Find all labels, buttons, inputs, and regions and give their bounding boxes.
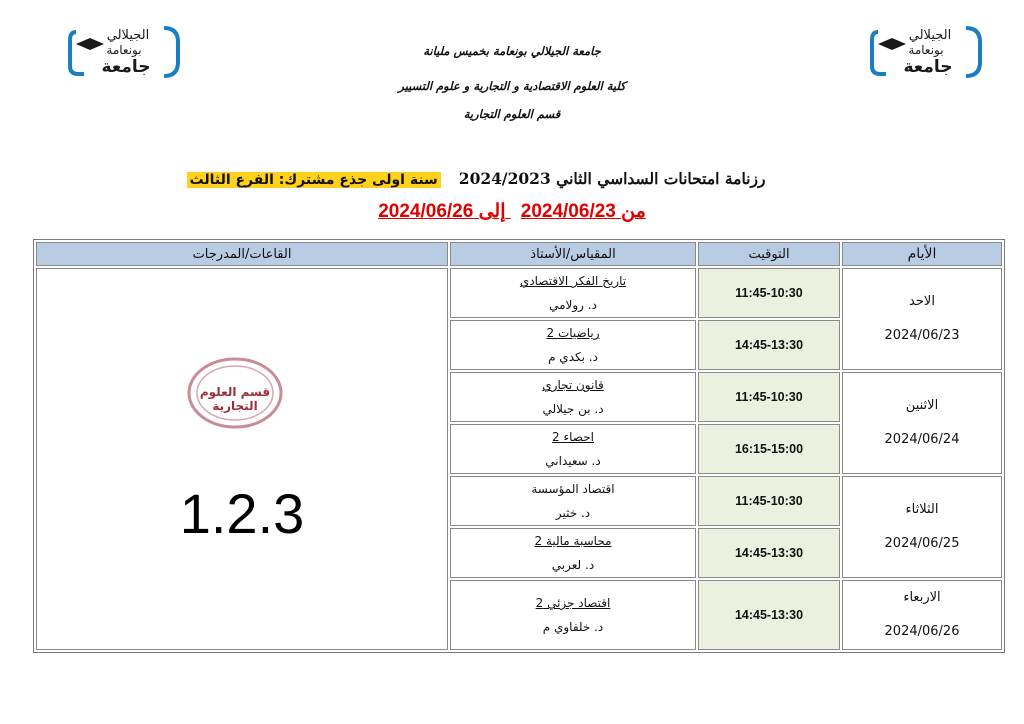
logo-text-line1: الجيلالي [908, 28, 952, 43]
university-logo-right [868, 22, 986, 80]
subject-cell [450, 372, 696, 422]
stamp-text: قسم العلوم التجارية [199, 385, 271, 413]
day-name: الاربعاء [903, 590, 941, 605]
subject-cell [450, 528, 696, 578]
department-stamp [185, 355, 285, 431]
subject-name: رياضيات 2 [546, 326, 600, 340]
professor-name: د. سعيداني [545, 454, 601, 468]
day-cell [842, 476, 1002, 578]
subject-name: قانون تجاري [542, 378, 604, 392]
logo-text-line2: بونعامة [106, 43, 142, 57]
subject-name: احصاء 2 [552, 430, 594, 444]
day-cell [842, 268, 1002, 370]
university-logo-left [66, 22, 184, 80]
subject-cell [450, 424, 696, 474]
day-date: 2024/06/25 [884, 536, 960, 551]
header-days: الأيام [842, 242, 1002, 266]
date-range [300, 200, 724, 223]
title-highlight: سنة اولى جذع مشترك: الفرع الثالث [187, 172, 441, 188]
logo-text-line3: جامعة [903, 57, 953, 77]
subject-cell [450, 320, 696, 370]
subject-name: تاريخ الفكر الاقتصادي [519, 274, 627, 288]
subject-name: اقتصاد جزئي 2 [535, 596, 611, 610]
time-cell: 14:45-13:30 [698, 320, 840, 370]
professor-name: د. بكدي م [548, 350, 598, 364]
day-name: الاحد [909, 294, 935, 309]
header-time: التوقيت [698, 242, 840, 266]
university-logo-graphic [868, 22, 986, 80]
title-main: رزنامة امتحانات السداسي الثاني 2024/2023 [458, 169, 766, 188]
subject-name: محاسبة مالية 2 [534, 534, 612, 548]
university-name: جامعة الجيلالي بونعامة بخميس مليانة [423, 44, 601, 58]
day-name: الاثنين [905, 398, 939, 413]
logo-text-line1: الجيلالي [106, 28, 150, 43]
day-date: 2024/06/26 [884, 624, 960, 639]
logo-text-line2: بونعامة [908, 43, 944, 57]
time-cell: 14:45-13:30 [698, 580, 840, 650]
day-date: 2024/06/24 [884, 432, 960, 447]
time-cell: 14:45-13:30 [698, 528, 840, 578]
professor-name: د. بن جيلالي [542, 402, 604, 416]
header-subject: المقياس/الأستاذ [450, 242, 696, 266]
professor-name: د. رولامي [549, 298, 597, 312]
day-cell [842, 580, 1002, 650]
day-name: الثلاثاء [905, 502, 939, 517]
day-cell [842, 372, 1002, 474]
professor-name: د. خلفاوي م [542, 620, 604, 634]
date-from: 2024/06/23 [520, 201, 616, 222]
time-cell: 16:15-15:00 [698, 424, 840, 474]
professor-name: د. خثير [555, 506, 591, 520]
faculty-name: كلية العلوم الاقتصادية و التجارية و علوم التسيير [398, 79, 626, 93]
page-title [150, 169, 802, 188]
professor-name: د. لعربي [551, 558, 595, 572]
department-name: قسم العلوم التجارية [463, 107, 561, 121]
subject-name: اقتصاد المؤسسة [531, 482, 615, 496]
logo-text-line3: جامعة [101, 57, 151, 77]
university-logo-graphic [66, 22, 184, 80]
time-cell: 11:45-10:30 [698, 372, 840, 422]
table-header-row [36, 242, 1002, 266]
date-from-label: من [621, 201, 646, 222]
table-row [36, 268, 1002, 318]
date-to: 2024/06/26 [378, 201, 474, 222]
exam-schedule-table [33, 239, 1005, 653]
subject-cell [450, 580, 696, 650]
day-date: 2024/06/23 [884, 328, 960, 343]
subject-cell [450, 268, 696, 318]
time-cell: 11:45-10:30 [698, 268, 840, 318]
halls-number: 1.2.3 [179, 482, 305, 545]
time-cell: 11:45-10:30 [698, 476, 840, 526]
subject-cell [450, 476, 696, 526]
halls-cell [36, 268, 448, 650]
date-to-label: إلى [478, 201, 506, 222]
header-halls: القاعات/المدرجات [36, 242, 448, 266]
